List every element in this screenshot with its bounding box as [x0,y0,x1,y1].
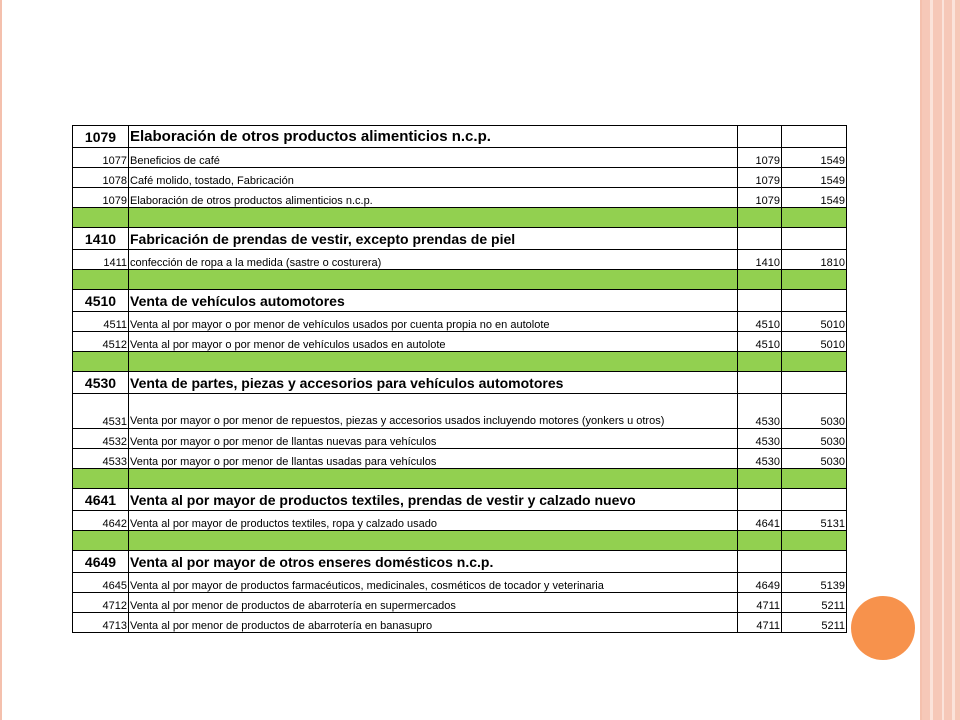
code-column-4-cell [782,290,847,312]
section-header-row [73,489,847,511]
code-column-3-cell [738,228,782,250]
separator-cell [129,270,738,290]
code-column-3-cell [738,126,782,148]
description-cell: Venta al por mayor de productos textiles, prendas de vestir y calzado nuevo [129,489,738,511]
code-column-3-cell: 4510 [738,332,782,352]
table-row [73,573,847,593]
code-column-4-cell: 5030 [782,394,847,429]
table-row [73,394,847,429]
code-column-3-cell [738,489,782,511]
code-cell: 4641 [73,489,129,511]
code-cell: 4533 [73,449,129,469]
separator-cell [738,208,782,228]
code-column-3-cell: 1079 [738,168,782,188]
separator-cell [73,270,129,290]
code-cell: 1411 [73,250,129,270]
table-row [73,449,847,469]
table-row [73,148,847,168]
code-column-4-cell [782,551,847,573]
code-cell: 4530 [73,372,129,394]
table-body [73,126,847,633]
section-header-row [73,551,847,573]
description-cell: Venta por mayor o por menor de llantas usadas para vehículos [129,449,738,469]
separator-cell [782,469,847,489]
description-cell: Venta de partes, piezas y accesorios para vehículos automotores [129,372,738,394]
description-cell: Café molido, tostado, Fabricación [129,168,738,188]
separator-cell [129,531,738,551]
code-column-4-cell: 5211 [782,593,847,613]
code-column-4-cell: 5030 [782,429,847,449]
code-cell: 4649 [73,551,129,573]
separator-cell [782,352,847,372]
separator-cell [738,531,782,551]
code-column-4-cell [782,126,847,148]
separator-cell [73,531,129,551]
separator-cell [73,469,129,489]
separator-cell [73,352,129,372]
code-column-4-cell: 5010 [782,332,847,352]
code-cell: 1079 [73,126,129,148]
decorative-stripe [942,0,944,720]
code-cell: 4642 [73,511,129,531]
description-cell: Venta al por mayor de otros enseres domésticos n.c.p. [129,551,738,573]
code-column-3-cell: 4530 [738,394,782,429]
code-column-4-cell [782,228,847,250]
separator-row [73,531,847,551]
code-column-3-cell: 1079 [738,188,782,208]
description-cell: Venta al por mayor o por menor de vehículos usados por cuenta propia no en autolote [129,312,738,332]
separator-row [73,208,847,228]
separator-cell [782,531,847,551]
table-row [73,188,847,208]
code-column-3-cell [738,372,782,394]
separator-cell [738,469,782,489]
description-cell: Venta por mayor o por menor de llantas nuevas para vehículos [129,429,738,449]
separator-cell [129,352,738,372]
description-cell: Venta al por mayor de productos textiles, ropa y calzado usado [129,511,738,531]
description-cell: Elaboración de otros productos alimenticios n.c.p. [129,188,738,208]
separator-cell [782,208,847,228]
code-cell: 4713 [73,613,129,633]
code-column-4-cell: 5030 [782,449,847,469]
code-column-3-cell: 4649 [738,573,782,593]
table-row [73,312,847,332]
decorative-stripe [930,0,933,720]
description-cell: Venta por mayor o por menor de repuestos, piezas y accesorios usados incluyendo motores (yonkers u otros) [129,394,738,429]
table-row [73,429,847,449]
description-cell: Beneficios de café [129,148,738,168]
separator-row [73,270,847,290]
code-column-4-cell: 1549 [782,168,847,188]
code-column-3-cell: 1079 [738,148,782,168]
table-row [73,250,847,270]
separator-row [73,469,847,489]
description-cell: Venta de vehículos automotores [129,290,738,312]
table-row [73,613,847,633]
code-cell: 4531 [73,394,129,429]
code-column-4-cell [782,489,847,511]
separator-row [73,352,847,372]
code-column-3-cell [738,551,782,573]
separator-cell [738,270,782,290]
section-header-row [73,290,847,312]
description-cell: Elaboración de otros productos alimenticios n.c.p. [129,126,738,148]
code-cell: 4645 [73,573,129,593]
code-column-4-cell [782,372,847,394]
code-column-4-cell: 5139 [782,573,847,593]
decorative-stripe [952,0,955,720]
code-column-3-cell [738,290,782,312]
decorative-circle [851,596,915,660]
separator-cell [73,208,129,228]
code-cell: 1410 [73,228,129,250]
table-row [73,332,847,352]
table-row [73,168,847,188]
code-cell: 4512 [73,332,129,352]
separator-cell [782,270,847,290]
code-column-3-cell: 1410 [738,250,782,270]
code-cell: 4712 [73,593,129,613]
separator-cell [738,352,782,372]
code-column-4-cell: 1810 [782,250,847,270]
description-cell: confección de ropa a la medida (sastre o costurera) [129,250,738,270]
code-column-3-cell: 4711 [738,593,782,613]
description-cell: Venta al por menor de productos de abarrotería en supermercados [129,593,738,613]
description-cell: Venta al por mayor de productos farmacéuticos, medicinales, cosméticos de tocador y veterinaria [129,573,738,593]
code-column-4-cell: 5131 [782,511,847,531]
description-cell: Venta al por menor de productos de abarrotería en banasupro [129,613,738,633]
code-cell: 1078 [73,168,129,188]
code-cell: 1079 [73,188,129,208]
decorative-side-band [922,0,960,720]
code-column-3-cell: 4530 [738,449,782,469]
section-header-row [73,372,847,394]
description-cell: Fabricación de prendas de vestir, excepto prendas de piel [129,228,738,250]
code-column-3-cell: 4530 [738,429,782,449]
section-header-row [73,126,847,148]
separator-cell [129,208,738,228]
section-header-row [73,228,847,250]
code-column-3-cell: 4510 [738,312,782,332]
description-cell: Venta al por mayor o por menor de vehículos usados en autolote [129,332,738,352]
code-column-4-cell: 5010 [782,312,847,332]
code-cell: 1077 [73,148,129,168]
code-cell: 4510 [73,290,129,312]
separator-cell [129,469,738,489]
code-column-4-cell: 1549 [782,188,847,208]
code-column-4-cell: 5211 [782,613,847,633]
table-row [73,593,847,613]
table-row [73,511,847,531]
code-column-4-cell: 1549 [782,148,847,168]
activity-code-table [72,125,847,633]
code-column-3-cell: 4641 [738,511,782,531]
code-cell: 4511 [73,312,129,332]
code-column-3-cell: 4711 [738,613,782,633]
code-cell: 4532 [73,429,129,449]
